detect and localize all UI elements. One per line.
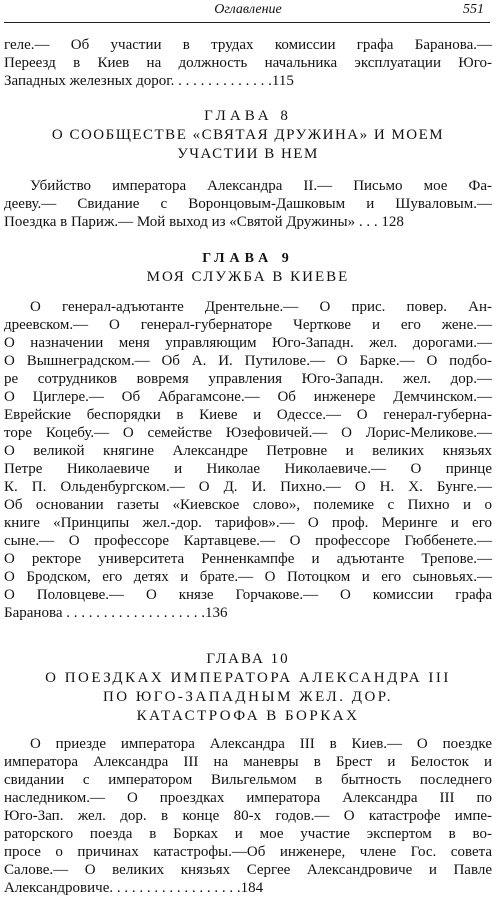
chapter-label: ГЛАВА 9 (202, 251, 294, 266)
entry-line: Западных железных дорог. . . . . . . . . . . . . .115 (4, 73, 294, 89)
chapter-title-line: УЧАСТИИ В НЕМ (177, 146, 319, 162)
entry-line: просе о причинах катастрофы.—Об инженере, члене Гос. совета (4, 844, 492, 860)
entry-line: сыне.— О профессоре Картавцеве.— О профессоре Гюббенете.— (4, 533, 492, 549)
entry-line: раторского поезда в Борках и мое участие экспертом в во- (4, 826, 492, 842)
toc-section-ch7-tail (4, 36, 492, 90)
toc-section-ch10 (4, 650, 492, 897)
chapter-label: ГЛАВА 8 (204, 108, 292, 124)
running-title: Оглавление (214, 2, 282, 17)
entry-line: Юго-Зап. жел. дор. в конце 80-х годов.— О катастрофе импе- (4, 808, 492, 824)
chapter-title-line: О ПОЕЗДКАХ ИМПЕРАТОРА АЛЕКСАНДРА III (45, 670, 451, 686)
entry-line: Поездка в Париж.— Мой выход из «Святой Дружины» . . . 128 (4, 214, 404, 230)
entry-line: Салове.— О великих князьях Сергее Александровиче и Павле (4, 862, 492, 878)
entry-line: торе Коцебу.— О семействе Юзефовичей.— О Лорис-Меликове.— (4, 425, 492, 441)
entry-line: свидании с императором Вильгельмом в бытность последнего (4, 772, 492, 788)
entry-line: О назначении меня управляющим Юго-Западн. жел. дорогами.— (4, 335, 492, 351)
entry-line: книге «Принципы жел.-дор. тарифов».— О проф. Меринге и его (4, 515, 492, 531)
chapter-title-line: ПО ЮГО-ЗАПАДНЫМ ЖЕЛ. ДОР. (102, 689, 394, 705)
entry-line: дееву.— Свидание с Воронцовым-Дашковым и Шуваловым.— (4, 196, 492, 212)
entry-line: О Бродском, его детях и брате.— О Потоцком и его сыновьях.— (4, 569, 492, 585)
entry-line: Переезд в Киев на должность начальника эксплуатации Юго- (4, 55, 492, 71)
entry-line: Петре Николаевиче и Николае Николаевиче.— О принце (4, 461, 492, 477)
entry-line: К. П. Ольденбургском.— О Д. И. Пихно.— О Н. Х. Бунге.— (4, 479, 492, 495)
entry-line: О генерал-адъютанте Дрентельне.— О прис. повер. Ан- (30, 299, 492, 315)
entry-line: наследником.— О проездках императора Александра III по (4, 790, 492, 806)
entry-line: Баранова . . . . . . . . . . . . . . . . . . .136 (4, 605, 228, 621)
toc-section-ch8 (4, 107, 492, 231)
entry-line: О ректоре университета Ренненкампфе и адъютанте Трепове.— (4, 551, 492, 567)
entry-line: О великой княгине Александре Петровне и великих князьях (4, 443, 492, 459)
entry-line: Убийство императора Александра II.— Письмо мое Фа- (30, 178, 492, 194)
entry-line: Об основании газеты «Киевское слово», полемике с Пихно и о (4, 497, 492, 513)
header-rule (4, 22, 490, 23)
toc-section-ch9 (4, 249, 492, 622)
running-header (4, 0, 492, 22)
entry-line: императора Александра III на маневры в Брест и Белосток и (4, 754, 492, 770)
entry-line: дреевском.— О генерал-губернаторе Черткове и его жене.— (4, 317, 492, 333)
entry-line: О Половцеве.— О князе Горчакове.— О комиссии графа (4, 587, 492, 603)
chapter-title-line: МОЯ СЛУЖБА В КИЕВЕ (146, 269, 350, 285)
chapter-title-line: О СООБЩЕСТВЕ «СВЯТАЯ ДРУЖИНА» И МОЕМ (51, 127, 445, 143)
entry-line: Александровиче. . . . . . . . . . . . . . . . . .184 (4, 880, 264, 896)
chapter-title-line: КАТАСТРОФА В БОРКАХ (136, 708, 360, 724)
chapter-label: ГЛАВА 10 (206, 651, 290, 667)
entry-line: ре сотрудников вовремя управления Юго-Западн. жел. дор.— (4, 371, 492, 387)
entry-line: геле.— Об участии в трудах комиссии графа Баранова.— (4, 37, 492, 53)
entry-line: О приезде императора Александра III в Киев.— О поездке (30, 736, 492, 752)
entry-line: О Циглере.— Об Абрагамсоне.— Об инженере Демчинском.— (4, 389, 492, 405)
page-number: 551 (463, 2, 484, 17)
entry-line: Еврейские беспорядки в Киеве и Одессе.— О генерал-губерна- (4, 407, 492, 423)
entry-line: О Вышнеградском.— Об А. И. Путилове.— О Барке.— О подбо- (4, 353, 492, 369)
